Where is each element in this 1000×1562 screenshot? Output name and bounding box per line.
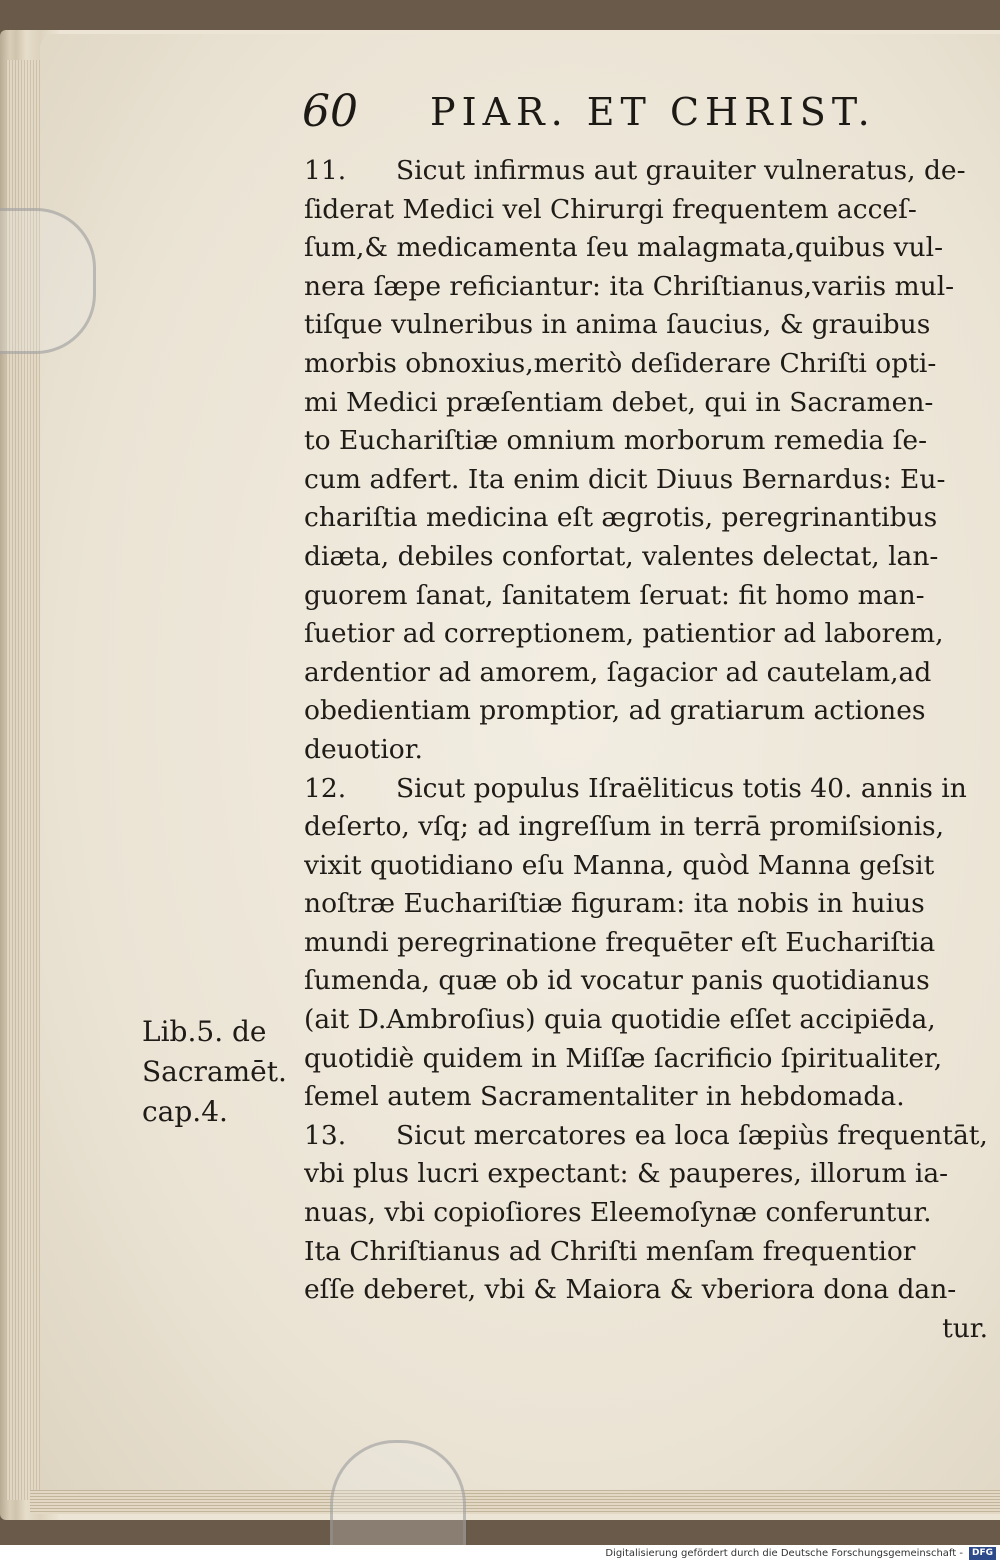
- line-text: ſemel autem Sacramentaliter in hebdomada.: [304, 1081, 905, 1113]
- line-text: diæta, debiles confortat, valentes delectat, lan-: [304, 540, 939, 572]
- paragraph-number: 12.: [304, 772, 347, 804]
- text-line: [304, 962, 992, 1001]
- text-line: [304, 1155, 992, 1194]
- digitization-footer: [0, 1545, 1000, 1562]
- body-text: [304, 152, 992, 1348]
- line-text: obedientiam promptior, ad gratiarum actiones: [304, 695, 926, 727]
- line-text: deuotior.: [304, 733, 423, 765]
- line-text: deſerto, vſq; ad ingreſſum in terrā promiſsionis,: [304, 811, 945, 843]
- line-text: guorem ſanat, ſanitatem ſeruat: fit homo man-: [304, 579, 925, 611]
- text-line: [304, 152, 992, 191]
- text-line: [304, 654, 992, 693]
- line-text: eſſe deberet, vbi & Maiora & vberiora dona dan-: [304, 1274, 957, 1306]
- text-line: [304, 191, 992, 230]
- text-line: [304, 770, 992, 809]
- page-header: [302, 84, 942, 140]
- paragraph-number: 11.: [304, 155, 347, 186]
- text-line: [304, 1040, 992, 1079]
- marginal-note: [142, 1012, 302, 1132]
- text-line: [304, 885, 992, 924]
- text-line: [304, 422, 992, 461]
- text-line: [304, 345, 992, 384]
- line-text: mi Medici præſentiam debet, qui in Sacramen-: [304, 386, 934, 418]
- text-line: [304, 499, 992, 538]
- text-line: [304, 461, 992, 500]
- text-line: [304, 577, 992, 616]
- text-line: [304, 1117, 992, 1156]
- marginal-note-line: Sacramēt.: [142, 1055, 287, 1088]
- text-line: [304, 306, 992, 345]
- line-text: Sicut mercatores ea loca ſæpiùs frequentāt,: [396, 1119, 988, 1151]
- catchword: tur.: [942, 1312, 988, 1344]
- line-text: morbis obnoxius,meritò deſiderare Chriſti opti-: [304, 347, 937, 379]
- line-text: Sicut infirmus aut grauiter vulneratus, de-: [396, 155, 966, 186]
- line-text: ſum,& medicamenta ſeu malagmata,quibus vul-: [304, 232, 944, 264]
- line-text: ſuetior ad correptionem, patientior ad laborem,: [304, 618, 944, 650]
- line-text: ſumenda, quæ ob id vocatur panis quotidianus: [304, 965, 930, 997]
- text-line: [304, 692, 992, 731]
- marginal-note-line: cap.4.: [142, 1095, 228, 1128]
- line-text: to Euchariſtiæ omnium morborum remedia ſe-: [304, 425, 928, 457]
- line-text: ſiderat Medici vel Chirurgi frequentem acceſ-: [304, 193, 917, 225]
- paragraph-number: 13.: [304, 1119, 347, 1151]
- digitization-note: Digitalisierung gefördert durch die Deutsche Forschungsgemeinschaft -: [605, 1548, 963, 1559]
- line-text: mundi peregrinatione frequēter eſt Euchariſtia: [304, 926, 936, 958]
- dfg-logo: DFG: [969, 1547, 996, 1560]
- line-text: (ait D.Ambroſius) quia quotidie eſſet accipiēda,: [304, 1004, 936, 1036]
- text-line: [304, 1001, 992, 1040]
- page-clip-left: [0, 208, 96, 354]
- line-text: cum adfert. Ita enim dicit Diuus Bernardus: Eu-: [304, 463, 946, 495]
- line-text: quotidiè quidem in Miſſæ ſacrificio ſpiritualiter,: [304, 1042, 943, 1074]
- text-line: [304, 615, 992, 654]
- line-text: noſtræ Euchariſtiæ figuram: ita nobis in huius: [304, 888, 925, 920]
- line-text: tiſque vulneribus in anima ſaucius, & grauibus: [304, 309, 931, 341]
- text-line: [304, 847, 992, 886]
- running-title: PIAR. ET CHRIST.: [430, 90, 876, 134]
- text-line: [304, 538, 992, 577]
- text-line: [304, 924, 992, 963]
- text-line: [304, 808, 992, 847]
- line-text: nuas, vbi copioſiores Eleemoſynæ conferuntur.: [304, 1197, 932, 1229]
- line-text: vbi plus lucri expectant: & pauperes, illorum ia-: [304, 1158, 949, 1190]
- line-text: vixit quotidiano eſu Manna, quòd Manna geſsit: [304, 849, 935, 881]
- text-line: [304, 268, 992, 307]
- text-line: [304, 1233, 992, 1272]
- page-number: 60: [302, 86, 358, 137]
- marginal-note-line: Lib.5. de: [142, 1015, 267, 1048]
- text-line: [304, 1194, 992, 1233]
- page-bottom-edges: [30, 1490, 1000, 1514]
- text-line: [304, 731, 992, 770]
- text-line: [304, 229, 992, 268]
- text-line: [304, 384, 992, 423]
- line-text: ardentior ad amorem, ſagacior ad cautelam,ad: [304, 656, 932, 688]
- line-text: nera ſæpe reficiantur: ita Chriſtianus,variis mul-: [304, 270, 955, 302]
- line-text: chariſtia medicina eſt ægrotis, peregrinantibus: [304, 502, 938, 534]
- text-line: [304, 1271, 992, 1310]
- line-text: Sicut populus Iſraëliticus totis 40. annis in: [396, 772, 967, 804]
- line-text: Ita Chriſtianus ad Chriſti menſam frequentior: [304, 1235, 916, 1267]
- text-line: [304, 1078, 992, 1117]
